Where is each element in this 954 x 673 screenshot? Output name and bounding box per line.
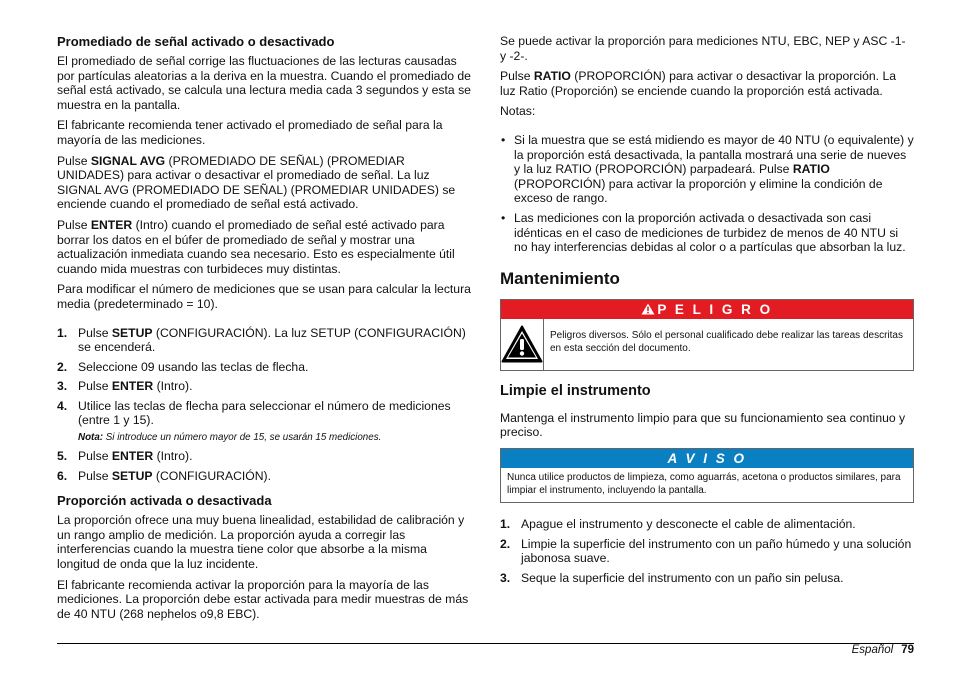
step-number: 1. — [500, 516, 511, 531]
notice-text: Nunca utilice productos de limpieza, como aguarrás, acetona o productos similares, para limpiar el instrumento, incluyendo la pantalla. — [507, 471, 901, 496]
step-number: 6. — [57, 468, 68, 483]
ratio-paragraph-2: El fabricante recomienda activar la proporción para la mayoría de las mediciones. La proporción debe estar activada para medir muestras de más de 40 NTU (268 nephelos o9,8 EBC). — [57, 577, 469, 621]
text: (Intro) cuando el promediado de señal esté activado para borrar los datos en el búfer de promediado de señal y mostrar una actualización inmediata cuando sea necesario. Esto es especialmente útil cuando mida muestras con turbideces muy distintas. — [57, 217, 455, 276]
clean-heading: Limpie el instrumento — [500, 382, 651, 399]
key-ratio: RATIO — [533, 69, 571, 84]
notes-label: Notas: — [500, 104, 536, 119]
danger-text: Peligros diversos. Sólo el personal cualificado debe realizar las tareas descritas en esta sección del documento. — [550, 329, 903, 354]
clean-steps — [500, 517, 914, 585]
signal-avg-paragraph-1: El promediado de señal corrige las fluctuaciones de las lecturas causadas por partículas aleatorias a la deriva en la muestra. Cuando el promediado de señal está activado, se calcula una lectura media cada 3 segundos y esta se muestra en la pantalla. — [57, 54, 471, 112]
danger-label: P E L I G R O — [657, 301, 773, 317]
clean-paragraph: Mantenga el instrumento limpio para que su funcionamiento sea continuo y preciso. — [500, 410, 906, 440]
step-number: 3. — [500, 570, 511, 585]
step-number: 2. — [57, 359, 68, 374]
notes-list — [500, 133, 914, 255]
key-label: ENTER — [111, 379, 154, 394]
key-signal-avg: SIGNAL AVG — [90, 153, 166, 168]
notice-header: A V I S O — [501, 449, 913, 468]
text: Utilice las teclas de flecha para seleccionar el número de mediciones (entre 1 y 15). — [78, 398, 451, 428]
notice-box — [500, 448, 914, 503]
warning-triangle-icon — [501, 319, 544, 370]
text: Pulse — [78, 325, 112, 340]
text: Apague el instrumento y desconecte el cable de alimentación. — [521, 516, 856, 531]
step-item — [500, 571, 914, 586]
text: Pulse — [78, 468, 112, 483]
signal-avg-heading: Promediado de señal activado o desactivado — [57, 34, 335, 49]
text: Las mediciones con la proporción activada o desactivada son casi idénticas en el caso de mediciones de turbidez de menos de 40 NTU si no hay interferencias debidas al color o a partículas que absorban la luz. — [514, 210, 906, 255]
signal-avg-steps-continued — [57, 449, 471, 483]
step-item — [57, 399, 471, 428]
key-enter: ENTER — [90, 217, 133, 232]
signal-avg-steps — [57, 326, 471, 429]
text: (PROPORCIÓN) para activar o desactivar la proporción. La luz Ratio (Proporción) se enciende cuando la proporción está activada. — [500, 69, 897, 98]
key-ratio: RATIO — [792, 162, 830, 177]
text: Seque la superficie del instrumento con un paño sin pelusa. — [521, 570, 844, 585]
warning-small-icon — [641, 303, 655, 315]
bullet-item — [500, 211, 914, 255]
text: (CONFIGURACIÓN). La luz SETUP (CONFIGURACIÓN) se encenderá. — [78, 325, 466, 355]
text: (PROPORCIÓN) para activar la proporción y elimine la condición de exceso de rango. — [514, 176, 883, 206]
text: Pulse — [57, 153, 91, 168]
signal-avg-paragraph-4 — [57, 218, 471, 276]
note-text: Si introduce un número mayor de 15, se usarán 15 mediciones. — [103, 432, 382, 444]
danger-box — [500, 299, 914, 371]
step-number: 5. — [57, 449, 68, 464]
note-label: Nota: — [78, 432, 104, 444]
text: Pulse — [78, 379, 112, 394]
signal-avg-paragraph-3 — [57, 154, 471, 212]
step-item — [500, 537, 914, 566]
text: (Intro). — [153, 379, 193, 394]
text: Seleccione 09 usando las teclas de flecha. — [78, 359, 309, 374]
step-number: 2. — [500, 536, 511, 551]
signal-avg-paragraph-5: Para modificar el número de mediciones que se usan para calcular la lectura media (predeterminado = 10). — [57, 282, 471, 311]
bullet-icon: • — [501, 210, 506, 225]
danger-body — [501, 319, 913, 370]
text: Pulse — [500, 69, 534, 84]
key-label: ENTER — [111, 449, 154, 464]
bullet-item — [500, 133, 914, 206]
text: Pulse — [78, 449, 112, 464]
note — [78, 432, 471, 444]
danger-header — [501, 300, 913, 319]
text: (CONFIGURACIÓN). — [152, 468, 271, 483]
bullet-icon: • — [501, 132, 506, 147]
ratio-heading: Proporción activada o desactivada — [57, 493, 272, 509]
ratio-paragraph-3: Se puede activar la proporción para mediciones NTU, EBC, NEP y ASC -1- y -2-. — [500, 34, 906, 63]
maintenance-heading: Mantenimiento — [500, 268, 620, 288]
footer-language: Español — [851, 644, 894, 656]
key-label: SETUP — [111, 468, 153, 483]
page-number: 79 — [901, 644, 914, 656]
right-column — [500, 34, 914, 590]
text: (PROMEDIADO DE SEÑAL) (PROMEDIAR UNIDADES) para activar o desactivar el promediado de señal. La luz SIGNAL AVG (PROMEDIADO DE SEÑAL) (PROMEDIAR UNIDADES) se enciende cuando el promediado de señal está activado. — [57, 153, 456, 212]
step-item — [57, 469, 471, 484]
page-footer — [852, 643, 914, 657]
step-number: 3. — [57, 379, 68, 394]
step-item — [57, 449, 471, 464]
text: Pulse — [57, 217, 91, 232]
text: (Intro). — [153, 449, 193, 464]
warning-triangle-svg — [501, 325, 543, 363]
step-item — [57, 379, 471, 394]
left-column — [57, 34, 471, 627]
step-number: 4. — [57, 398, 68, 413]
ratio-paragraph-1: La proporción ofrece una muy buena linealidad, estabilidad de calibración y un rango amplio de medición. La proporción ayuda a corregir las interferencias cuando la muestra tiene color que absorbe a la misma longitud de onda que la luz incidente. — [57, 513, 465, 572]
step-item — [500, 517, 914, 532]
step-number: 1. — [57, 325, 68, 340]
text: Limpie la superficie del instrumento con un paño húmedo y una solución jabonosa suave. — [521, 536, 912, 566]
step-item — [57, 360, 471, 375]
ratio-paragraph-4 — [500, 69, 914, 98]
step-item — [57, 326, 471, 355]
signal-avg-paragraph-2: El fabricante recomienda tener activado el promediado de señal para la mayoría de las mediciones. — [57, 118, 443, 147]
footer-divider — [57, 643, 914, 644]
key-label: SETUP — [111, 325, 153, 340]
text: Si la muestra que se está midiendo es mayor de 40 NTU (o equivalente) y la proporción está desactivada, la pantalla mostrará una serie de nueves y la luz RATIO (PROPORCIÓN) parpadeará. Pulse — [514, 132, 914, 177]
